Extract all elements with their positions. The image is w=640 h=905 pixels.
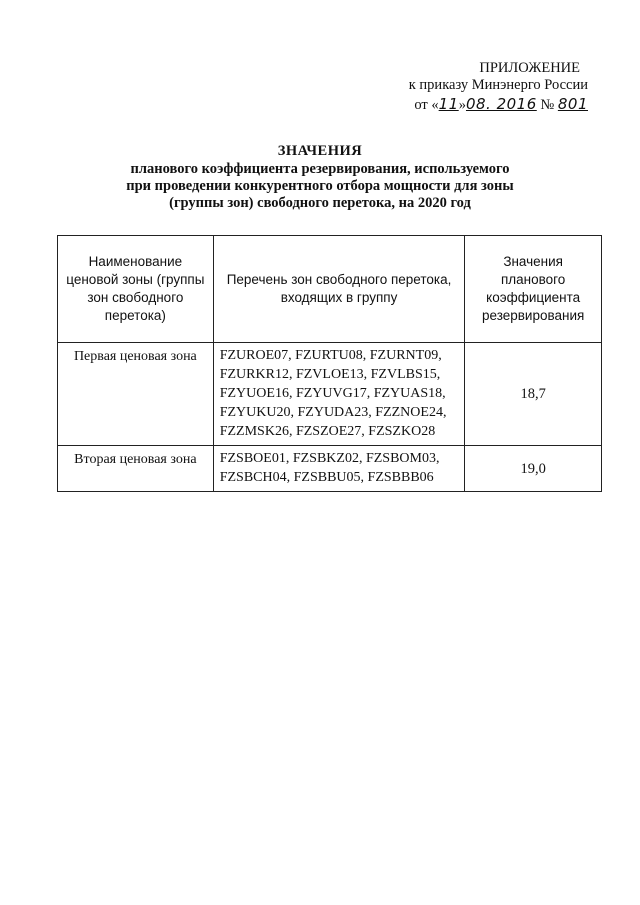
column-header-list: Перечень зон свободного перетока, входящих в группу (213, 236, 465, 343)
table-row (58, 446, 602, 492)
table-row (58, 343, 602, 446)
column-header-zone: Наименование ценовой зоны (группы зон свободного перетока) (58, 236, 214, 343)
heading-line: планового коэффициента резервирования, используемого (130, 161, 510, 177)
date-prefix: от « (414, 97, 439, 113)
table-header-row (58, 236, 602, 343)
heading-line: (группы зон) свободного перетока, на 2020 год (169, 195, 471, 211)
appendix-date-line (328, 96, 588, 114)
appendix-header (328, 60, 588, 114)
document-title: ЗНАЧЕНИЯ (277, 143, 363, 159)
heading-line: при проведении конкурентного отбора мощности для зоны (126, 178, 514, 194)
zone-cell: Первая ценовая зона (58, 343, 214, 446)
zone-cell: Вторая ценовая зона (58, 446, 214, 492)
document-heading (0, 143, 640, 212)
date-rest: 08. 2016 (465, 95, 537, 113)
number-prefix: № (540, 97, 555, 113)
appendix-title: ПРИЛОЖЕНИЕ (479, 60, 580, 76)
zone-list-cell: FZUROE07, FZURTU08, FZURNT09, FZURKR12, FZVLOE13, FZVLBS15, FZYUOE16, FZYUVG17, FZYUAS18, FZYUKU20, FZYUDA23, FZZNOE24, FZZMSK26, FZSZOE27, FZSZKO28 (213, 343, 465, 446)
order-number: 801 (557, 95, 588, 113)
appendix-order: к приказу Минэнерго России (408, 77, 588, 93)
zone-list-cell: FZSBOE01, FZSBKZ02, FZSBOM03, FZSBCH04, FZSBBU05, FZSBBB06 (213, 446, 465, 492)
date-day: 11 (438, 95, 459, 113)
coefficient-value-cell: 18,7 (465, 343, 602, 446)
coefficient-value-cell: 19,0 (465, 446, 602, 492)
reserve-coefficient-table (57, 235, 602, 492)
date-sep: » (458, 97, 466, 113)
column-header-value: Значения планового коэффициента резервирования (465, 236, 602, 343)
